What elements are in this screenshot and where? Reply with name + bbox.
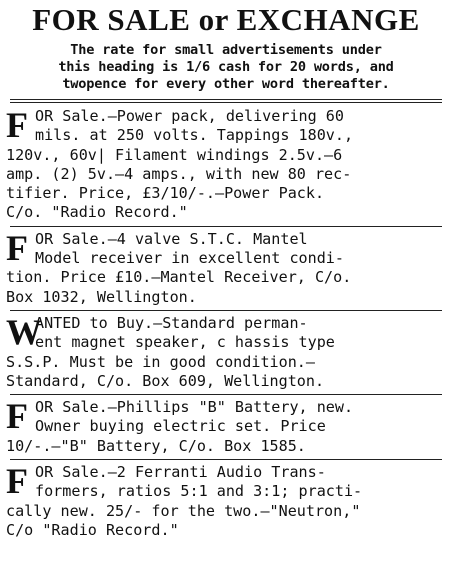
- drop-cap: F: [6, 461, 28, 502]
- ad-line: C/o. "Radio Record.": [6, 203, 188, 222]
- classifieds-column: [6, 0, 446, 540]
- ad-line: amp. (2) 5v.—4 amps., with new 80 rec-: [6, 164, 352, 183]
- rate-notice: [6, 42, 446, 93]
- ad-line: OR Sale.—2 Ferranti Audio Trans-: [35, 463, 326, 482]
- ad-line: 10/-.—"B" Battery, C/o. Box 1585.: [6, 436, 306, 455]
- drop-cap: F: [6, 105, 28, 145]
- ad-line: OR Sale.—Power pack, delivering 60: [35, 107, 344, 125]
- ad-line: Model receiver in excellent condi-: [35, 249, 344, 268]
- ad-line: formers, ratios 5:1 and 3:1; practi-: [35, 482, 363, 501]
- ad-line: OR Sale.—Phillips "B" Battery, new.: [35, 398, 354, 417]
- ad-line: 120v., 60v| Filament windings 2.5v.—6: [6, 145, 343, 164]
- divider: [10, 394, 442, 395]
- rate-line: The rate for small advertisements under: [70, 42, 382, 58]
- ad-line: ent magnet speaker, c hassis type: [35, 333, 335, 352]
- ad-line: Box 1032, Wellington.: [6, 287, 197, 306]
- rate-line: twopence for every other word thereafter.: [62, 76, 390, 92]
- ad-line: tifier. Price, £3/10/-.—Power Pack.: [6, 184, 325, 203]
- advertisement-wanted-speaker: [6, 311, 446, 391]
- advertisement-mantel-receiver: [6, 227, 446, 307]
- drop-cap: W: [6, 311, 42, 352]
- divider: [10, 226, 442, 227]
- divider: [10, 99, 442, 103]
- ad-line: C/o "Radio Record.": [6, 520, 179, 539]
- divider: [10, 310, 442, 311]
- rate-line: this heading is 1/6 cash for 20 words, and: [58, 59, 394, 75]
- advertisement-power-pack: [6, 107, 446, 223]
- divider: [10, 459, 442, 460]
- ad-line: S.S.P. Must be in good condition.—: [6, 352, 315, 371]
- ad-line: mils. at 250 volts. Tappings 180v.,: [35, 126, 354, 145]
- ad-line: Owner buying electric set. Price: [35, 417, 326, 436]
- advertisement-battery: [6, 398, 446, 456]
- ad-line: OR Sale.—4 valve S.T.C. Mantel: [35, 229, 308, 248]
- section-heading: FOR SALE or EXCHANGE: [32, 2, 420, 37]
- advertisement-transformers: [6, 463, 446, 540]
- ad-line: Standard, C/o. Box 609, Wellington.: [6, 371, 325, 390]
- drop-cap: F: [6, 227, 28, 268]
- ad-line: ANTED to Buy.—Standard perman-: [35, 313, 308, 332]
- drop-cap: F: [6, 396, 28, 437]
- ad-line: cally new. 25/- for the two.—"Neutron,": [6, 501, 361, 520]
- ad-line: tion. Price £10.—Mantel Receiver, C/o.: [6, 268, 352, 287]
